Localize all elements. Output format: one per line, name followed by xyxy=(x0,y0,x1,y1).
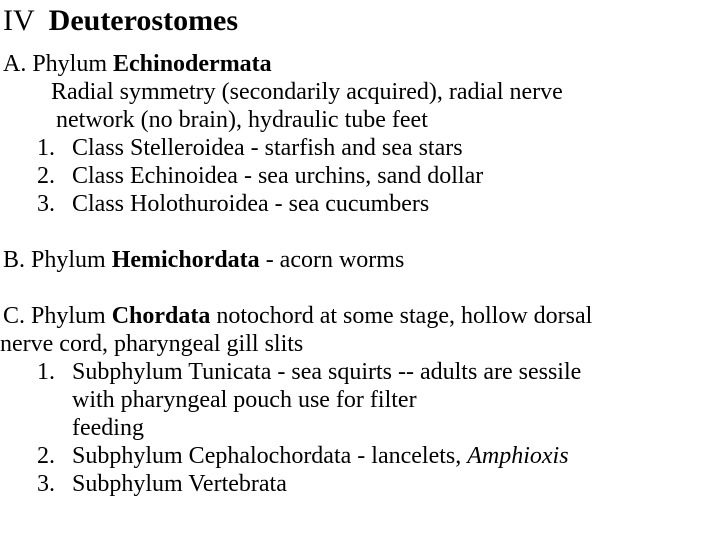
list-item xyxy=(37,470,287,498)
list-item-text: Subphylum Cephalochordata - lancelets, xyxy=(72,443,468,469)
title-text: Deuterostomes xyxy=(48,4,239,37)
section-c-phylum: Chordata xyxy=(111,303,211,329)
list-item-text: Subphylum Tunicata - sea squirts -- adults are sessile xyxy=(72,359,582,385)
list-item-text: Class Echinoidea - sea urchins, sand dollar xyxy=(72,163,484,189)
section-b-label: B. Phylum xyxy=(3,247,106,273)
list-item-number: 3. xyxy=(37,471,55,497)
section-c-heading xyxy=(3,302,592,330)
section-c-desc: notochord at some stage, hollow dorsal xyxy=(210,303,593,329)
list-item-number: 2. xyxy=(37,443,55,469)
section-a-desc-line1: Radial symmetry (secondarily acquired), radial nerve xyxy=(51,79,563,105)
list-item-text: Subphylum Vertebrata xyxy=(72,471,287,497)
list-item xyxy=(37,190,429,218)
list-item xyxy=(37,162,483,190)
list-item-number: 2. xyxy=(37,163,55,189)
section-b-phylum: Hemichordata xyxy=(111,247,260,273)
list-item-italic-genus: Amphioxis xyxy=(467,443,569,469)
section-c-desc-line2: nerve cord, pharyngeal gill slits xyxy=(0,331,304,357)
section-c-label: C. Phylum xyxy=(3,303,106,329)
section-a-phylum: Echinodermata xyxy=(113,51,272,77)
list-item-text: Class Holothuroidea - sea cucumbers xyxy=(72,191,430,217)
section-a-heading xyxy=(3,50,272,78)
section-b-heading xyxy=(3,246,404,274)
section-b-desc: - acorn worms xyxy=(259,247,405,273)
list-item xyxy=(37,134,463,162)
list-item-number: 1. xyxy=(37,135,55,161)
list-item-text: Class Stelleroidea - starfish and sea stars xyxy=(72,135,463,161)
section-a-desc-line2: network (no brain), hydraulic tube feet xyxy=(56,107,428,133)
slide-title xyxy=(3,3,238,39)
list-item-number: 1. xyxy=(37,359,55,385)
list-item xyxy=(37,358,581,386)
list-item-continuation: with pharyngeal pouch use for filter xyxy=(72,387,417,413)
title-roman-numeral: IV xyxy=(3,4,35,37)
list-item-continuation: feeding xyxy=(72,415,144,441)
section-a-label: A. Phylum xyxy=(3,51,108,77)
list-item xyxy=(37,442,569,470)
list-item-number: 3. xyxy=(37,191,55,217)
